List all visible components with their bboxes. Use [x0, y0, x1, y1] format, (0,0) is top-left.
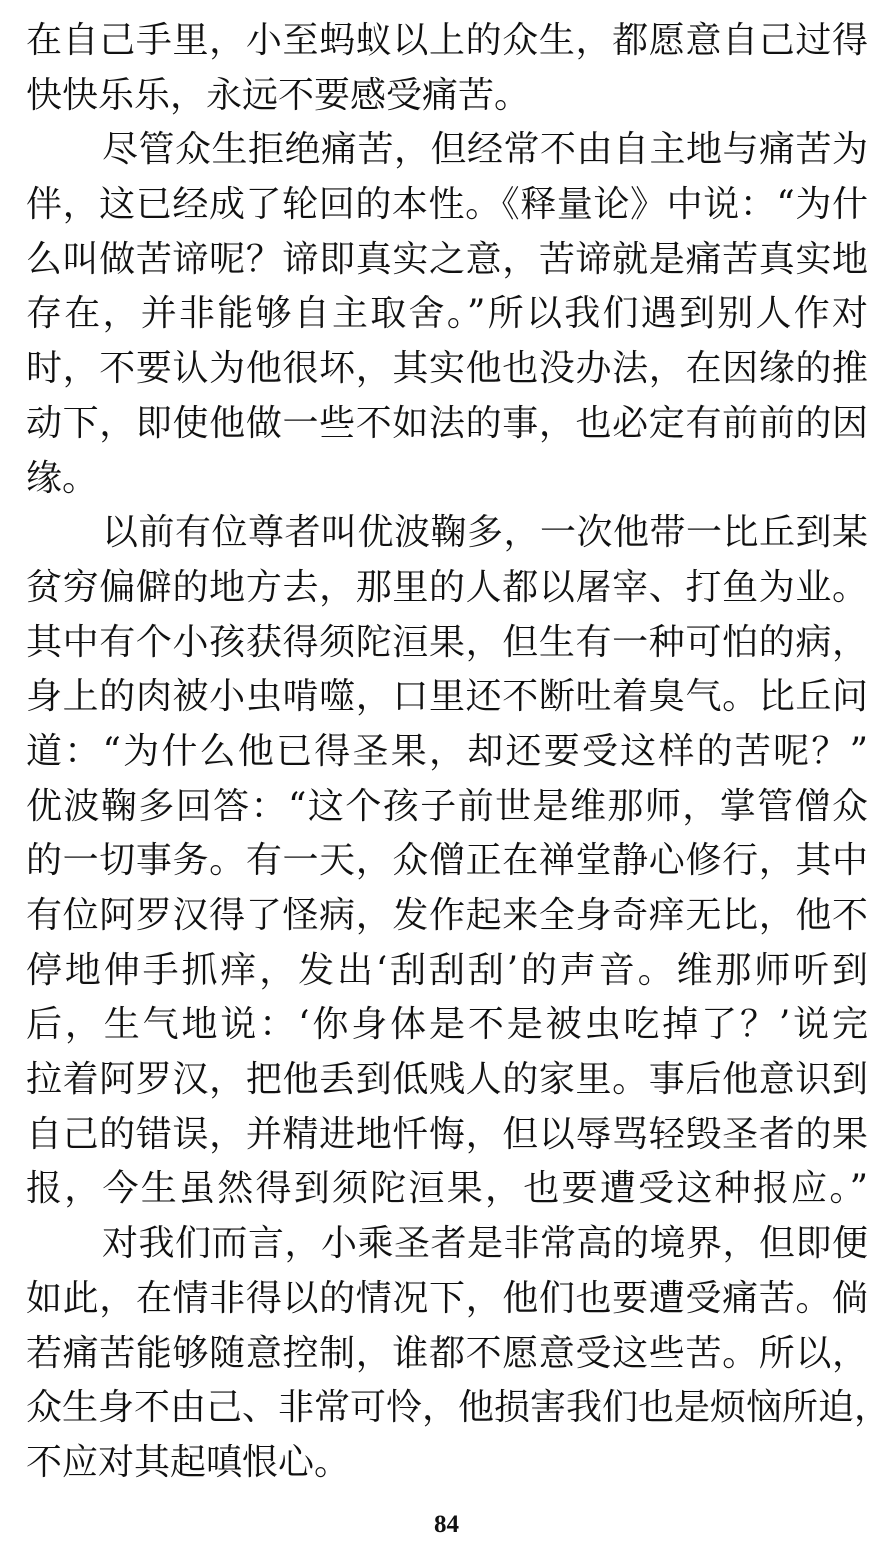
paragraph-4: [26, 1217, 891, 1490]
text-line: 贫穷偏僻的地方去，那里的人都以屠宰、打鱼为业。: [26, 566, 868, 608]
text-line: 对我们而言，小乘圣者是非常高的境界，但即便: [102, 1223, 868, 1265]
text-line: 么叫做苦谛呢？谛即真实之意，苦谛就是痛苦真实地: [26, 238, 868, 280]
text-line: 缘。: [26, 457, 99, 499]
page-body: [26, 14, 891, 1491]
paragraph-1: [26, 14, 868, 123]
text-line: 报，今生虽然得到须陀洹果，也要遭受这种报应。”: [26, 1168, 868, 1210]
text-line: 停地伸手抓痒，发出‘刮刮刮’的声音。维那师听到: [26, 949, 868, 991]
text-line: 其中有个小孩获得须陀洹果，但生有一种可怕的病，: [26, 621, 868, 663]
page-number: 84: [434, 1511, 459, 1538]
text-line: 时，不要认为他很坏，其实他也没办法，在因缘的推: [26, 348, 868, 390]
paragraph-2: [26, 123, 868, 506]
text-line: 动下，即使他做一些不如法的事，也必定有前前的因: [26, 402, 868, 444]
text-line: 的一切事务。有一天，众僧正在禅堂静心修行，其中: [26, 840, 868, 882]
text-line: 优波鞠多回答：“这个孩子前世是维那师，掌管僧众: [26, 785, 868, 827]
text-line: 不应对其起嗔恨心。: [26, 1441, 351, 1483]
text-line: 如此，在情非得以的情况下，他们也要遭受痛苦。倘: [26, 1277, 868, 1319]
text-line: 身上的肉被小虫啃噬，口里还不断吐着臭气。比丘问: [26, 676, 868, 718]
text-line: 道：“为什么他已得圣果，却还要受这样的苦呢？”: [26, 730, 868, 772]
text-line: 伴，这已经成了轮回的本性。《释量论》中说：“为什: [26, 184, 868, 226]
text-line: 快快乐乐，永远不要感受痛苦。: [26, 74, 531, 116]
paragraph-3: [26, 506, 868, 1217]
text-line: 若痛苦能够随意控制，谁都不愿意受这些苦。所以，: [26, 1332, 868, 1374]
text-line: 在自己手里，小至蚂蚁以上的众生，都愿意自己过得: [26, 20, 868, 61]
text-line: 后，生气地说：‘你身体是不是被虫吃掉了？’说完: [26, 1004, 868, 1046]
text-line: 存在，并非能够自主取舍。”所以我们遇到别人作对: [26, 293, 868, 335]
text-line: 尽管众生拒绝痛苦，但经常不由自主地与痛苦为: [102, 129, 868, 171]
text-line: 自己的错误，并精进地忏悔，但以辱骂轻毁圣者的果: [26, 1113, 868, 1155]
text-line: 以前有位尊者叫优波鞠多，一次他带一比丘到某: [102, 512, 868, 554]
text-line: 众生身不由己、非常可怜，他损害我们也是烦恼所迫，: [26, 1387, 891, 1429]
text-line: 拉着阿罗汉，把他丢到低贱人的家里。事后他意识到: [26, 1059, 868, 1101]
text-line: 有位阿罗汉得了怪病，发作起来全身奇痒无比，他不: [26, 895, 868, 936]
